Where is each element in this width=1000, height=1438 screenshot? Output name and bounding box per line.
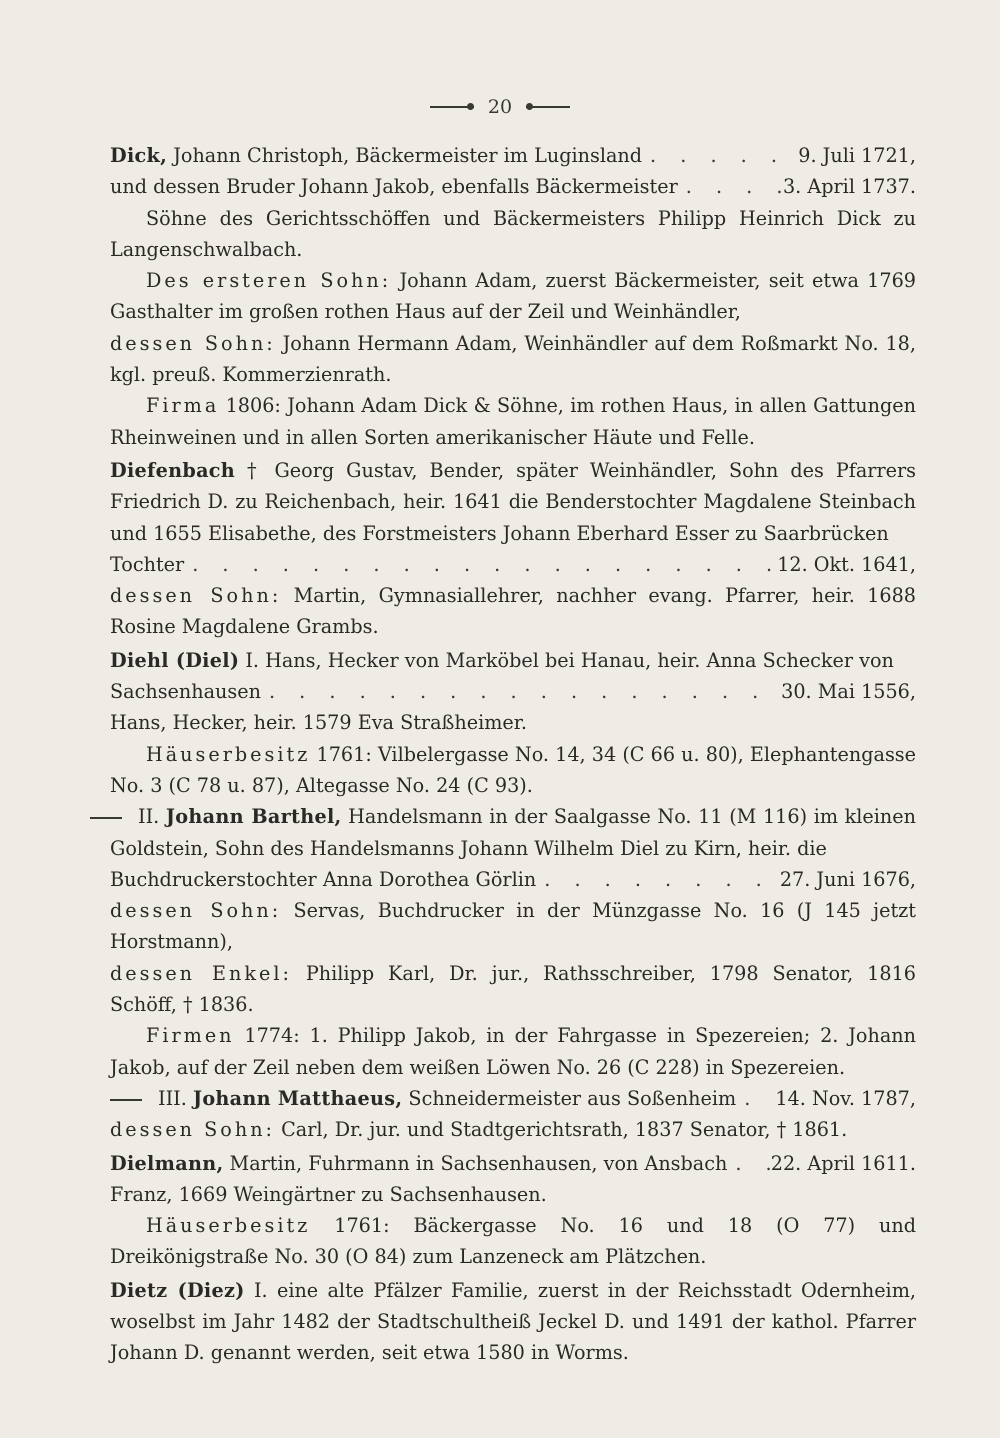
entry-text: Johann Adam, zuerst Bäckermeister, seit etwa 1769 Gasthalter im großen rothen Haus auf der Zeil und Weinhändler, (110, 269, 916, 324)
entry-date: 27. Juni 1676, (779, 867, 916, 891)
entry-numeral: III. (158, 1086, 187, 1110)
entry-paragraph (110, 895, 916, 958)
dash-marker (110, 1099, 142, 1101)
entry-text: Sachsenhausen (110, 680, 261, 704)
entry-subheading: Johann Barthel, (165, 805, 342, 829)
entry-paragraph (110, 958, 916, 1021)
spaced-lead: dessen Sohn: (110, 1118, 276, 1142)
entry-paragraph: Söhne des Gerichtsschöffen und Bäckermeisters Philipp Heinrich Dick zu Langenschwalbach. (110, 206, 916, 261)
dot-leader (642, 140, 798, 171)
spaced-lead: Des ersteren Sohn: (146, 269, 392, 293)
entry-text: I. Hans, Hecker von Marköbel bei Hanau, heir. Anna Schecker von (239, 648, 894, 672)
entry-diehl-ii (110, 801, 916, 864)
entry-heading-diefenbach: Diefenbach (110, 458, 236, 482)
entry-text: Servas, Buchdrucker in der Münzgasse No. 16 (J 145 jetzt Horstmann), (110, 899, 916, 954)
entry-diehl-iii (110, 1083, 916, 1114)
entry-paragraph (110, 1210, 916, 1273)
spaced-lead: dessen Enkel: (110, 961, 292, 985)
page-header (0, 96, 1000, 118)
entry-text: Tochter (110, 552, 185, 576)
entry-paragraph (110, 739, 916, 802)
entry-text: Carl, Dr. jur. und Stadtgerichtsrath, 1837 Senator, † 1861. (275, 1118, 848, 1142)
entry-text: Schneidermeister aus Soßenheim (402, 1086, 737, 1110)
dot-leader (184, 549, 777, 580)
entry-text: † Georg Gustav, Bender, später Weinhändler, Sohn des Pfarrers Friedrich D. zu Reichenbach, heir. 1641 die Benderstochter Magdalene Steinbach und 1655 Elisabethe, des Forstmeisters Johann Eberhard Esser zu Saarbrücken (110, 458, 916, 545)
entry-text: und dessen Bruder Johann Jakob, ebenfalls Bäckermeister (110, 175, 678, 199)
entry-dielmann-line-1 (110, 1148, 916, 1179)
entry-paragraph: Franz, 1669 Weingärtner zu Sachsenhausen. (110, 1182, 547, 1206)
entry-paragraph (110, 390, 916, 453)
spaced-lead: dessen Sohn: (110, 584, 282, 608)
entry-text: Martin, Gymnasiallehrer, nachher evang. Pfarrer, heir. 1688 Rosine Magdalene Grambs. (110, 584, 916, 639)
spaced-lead: dessen Sohn: (110, 331, 276, 355)
entry-date: 12. Okt. 1641, (777, 552, 916, 576)
entry-text: 1774: 1. Philipp Jakob, in der Fahrgasse in Spezereien; 2. Johann Jakob, auf der Zeil neben dem weißen Löwen No. 26 (C 228) in Spezereien. (110, 1024, 916, 1079)
entry-text: Handelsmann in der Saalgasse No. 11 (M 116) im kleinen Goldstein, Sohn des Handelsmanns Johann Wilhelm Diel zu Kirn, heir. die (110, 805, 916, 860)
entry-date: 14. Nov. 1787, (775, 1086, 916, 1110)
entry-heading-diehl: Diehl (Diel) (110, 648, 240, 672)
spaced-lead: Häuserbesitz (146, 742, 311, 766)
entry-dick-line-1 (110, 140, 916, 171)
entry-paragraph (110, 265, 916, 328)
entry-diehl-ii-date-line (110, 864, 916, 895)
dot-leader (736, 1083, 775, 1114)
spaced-lead: Firmen (146, 1024, 235, 1048)
entry-paragraph (110, 1020, 916, 1083)
entry-text: 1761: Bäckergasse No. 16 und 18 (O 77) und Dreikönigstraße No. 30 (O 84) zum Lanzeneck am Plätzchen. (110, 1214, 916, 1269)
entry-heading-dietz: Dietz (Diez) (110, 1278, 245, 1302)
entry-heading-dick: Dick, (110, 144, 168, 167)
spaced-lead: Häuserbesitz (146, 1214, 311, 1238)
entry-heading-dielmann: Dielmann, (110, 1151, 224, 1175)
entry-dietz (110, 1275, 916, 1369)
entry-date: 3. April 1737. (782, 175, 916, 199)
entry-diefenbach-date-line (110, 549, 916, 580)
entry-date: 22. April 1611. (770, 1151, 916, 1175)
dot-leader (536, 864, 780, 895)
entry-text: 1806: Johann Adam Dick & Söhne, im rothen Haus, in allen Gattungen Rheinweinen und in allen Sorten amerikanischer Häute und Felle. (110, 394, 916, 449)
entry-paragraph (110, 580, 916, 643)
spaced-lead: Firma (146, 394, 220, 418)
entry-paragraph (110, 1114, 916, 1145)
entry-dick-line-2 (110, 171, 916, 202)
entry-text: Johann Hermann Adam, Weinhändler auf dem Roßmarkt No. 18, kgl. preuß. Kommerzienrath. (110, 331, 916, 387)
entry-diehl-date-line (110, 676, 916, 707)
entry-text: I. eine alte Pfälzer Familie, zuerst in der Reichsstadt Odernheim, woselbst im Jahr 1482 der Stadtschultheiß Jeckel D. und 1491 der kathol. Pfarrer Johann D. genannt werden, seit etwa 1580 in Worms. (110, 1278, 916, 1365)
dash-marker (90, 817, 122, 819)
entry-diefenbach (110, 455, 916, 549)
ornament-right (526, 106, 570, 108)
entry-text: Martin, Fuhrmann in Sachsenhausen, von Ansbach (223, 1151, 728, 1175)
entry-text: Buchdruckerstochter Anna Dorothea Görlin (110, 867, 537, 891)
page-body (110, 140, 916, 1369)
entry-date: 9. Juli 1721, (798, 144, 916, 167)
dot-leader (727, 1148, 770, 1179)
ornament-left (430, 106, 474, 108)
entry-text: 1761: Vilbelergasse No. 14, 34 (C 66 u. 80), Elephantengasse No. 3 (C 78 u. 87), Altegasse No. 24 (C 93). (110, 742, 916, 797)
dot-leader (678, 171, 783, 202)
entry-diehl (110, 645, 916, 676)
entry-paragraph (110, 328, 916, 391)
entry-text: Johann Christoph, Bäckermeister im Luginsland (173, 144, 643, 167)
entry-text: Philipp Karl, Dr. jur., Rathsschreiber, 1798 Senator, 1816 Schöff, † 1836. (110, 961, 917, 1017)
entry-date: 30. Mai 1556, (781, 680, 916, 704)
dot-leader (261, 676, 781, 707)
entry-numeral: II. (138, 805, 160, 829)
entry-paragraph: Hans, Hecker, heir. 1579 Eva Straßheimer. (110, 711, 527, 735)
page-number: 20 (487, 96, 513, 118)
entry-subheading: Johann Matthaeus, (192, 1086, 403, 1110)
spaced-lead: dessen Sohn: (110, 899, 282, 923)
